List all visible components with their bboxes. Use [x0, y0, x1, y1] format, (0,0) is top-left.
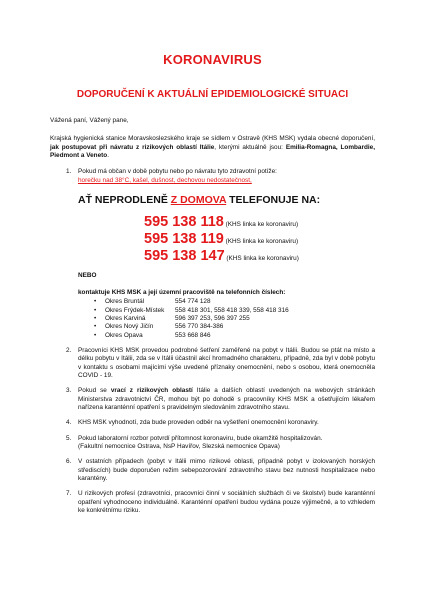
- intro-paragraph: Krajská hygienická stanice Moravskoslezského kraje se sídlem v Ostravě (KHS MSK) vydala obecné doporučení, jak postupovat při návratu z rizikových oblastí Itálie, kterými aktuálně jsou: Emilia-Romagna, Lombardie, Piedmont a Veneto.: [50, 135, 375, 159]
- page-title: KORONAVIRUS: [163, 52, 262, 67]
- phone-desc: (KHS linka ke koronaviru): [223, 220, 299, 228]
- page-subtitle: DOPORUČENÍ K AKTUÁLNÍ EPIDEMIOLOGICKÉ SITUACI: [76, 88, 349, 100]
- list-number: 3.: [66, 387, 72, 395]
- symptoms-list: horečku nad 38°C, kašel, dušnost, dechovou nedostatečnost,: [78, 176, 252, 184]
- phone-number: 595 138 147: [144, 248, 225, 265]
- list-item-3: 3. Pokud se vrací z rizikových oblastí Itálie a dalších oblastí uvedených na webových stránkách Ministerstva zdravotnictví ČR, mohou být po dohodě s pracovníky KHS MSK a ošetřujícím lékařem nařízena karanténní opatření s pravidelným sledováním zdravotního stavu.: [66, 387, 376, 411]
- phone-number: 595 138 119: [144, 230, 224, 247]
- list-item-7: 7. U rizikových profesí (zdravotníci, pracovníci činní v sociálních službách či ve školství) bude karanténní opatření vyhodnoceno individuálně. Karanténní opatření budou vydána pouze výjimečně, a to vzhledem ke konkrétnímu riziku.: [66, 490, 375, 514]
- recommendation-list: [50, 168, 375, 515]
- contacts-heading: kontaktuje KHS MSK a její územní pracoviště na telefonních číslech:: [78, 289, 286, 296]
- list-number: 7.: [66, 490, 72, 498]
- list-number: 4.: [66, 419, 72, 427]
- list-number: 2.: [66, 346, 72, 354]
- list-item-2: 2. Pracovníci KHS MSK provedou podrobné šetření zaměřené na pobyt v Itálii. Budou se ptát na místo a délku pobytu v Itálii, zda se v Itálii účastnil akcí hromadného charakteru, případně, zda byl v době pobytu v kontaktu s osobami majícími výše uvedené příznaky onemocnění, nebo s osobou, která onemocněla COVID - 19.: [66, 346, 375, 379]
- office-row: • Okres Bruntál 554 774 128: [94, 298, 211, 306]
- office-row: • Okres Karviná 596 397 253, 596 397 255: [94, 314, 250, 322]
- list-item-4: 4. KHS MSK vyhodnotí, zda bude proveden odběr na vyšetření onemocnění koronaviry.: [66, 419, 319, 427]
- list-number: 6.: [66, 458, 72, 466]
- phone-number: 595 138 118: [144, 213, 224, 230]
- or-label: NEBO: [78, 271, 97, 279]
- office-row: • Okres Nový Jičín 556 770 384-386: [94, 323, 224, 331]
- list-item-6: 6. V ostatních případech (pobyt v Itálii mimo rizikové oblasti, případně pobyt v izolovaných horských střediscích) bude doporučen režim sebepozorování zdravotního stavu bez nutnosti hospitalizace nebo karantény.: [66, 458, 375, 482]
- phone-line-1: [78, 214, 375, 231]
- list-number: 5.: [66, 434, 72, 442]
- office-list: [78, 298, 375, 340]
- phone-line-2: [78, 231, 375, 248]
- phone-line-3: [78, 248, 375, 265]
- office-row: • Okres Frýdek-Místek 558 418 301, 558 418 339, 558 418 316: [94, 306, 289, 314]
- call-heading: AŤ NEPRODLENĚ Z DOMOVA TELEFONUJE NA:: [78, 193, 321, 206]
- list-item-1: [50, 168, 375, 340]
- list-number: 1.: [66, 168, 72, 176]
- phone-desc: (KHS linka ke koronaviru): [223, 237, 299, 245]
- phone-desc: (KHS linka ke koronaviru): [224, 255, 299, 263]
- greeting: Vážená paní, Vážený pane,: [50, 116, 129, 124]
- symptoms-intro: Pokud má občan v době pobytu nebo po návratu tyto zdravotní potíže:: [78, 168, 277, 176]
- list-item-5: 5. Pokud laboratorní rozbor potvrdí přítomnost koronaviru, bude okamžitě hospitalizován. (Fakultní nemocnice Ostrava, NsP Havířov, Slezská nemocnice Opava): [66, 434, 323, 450]
- office-row: • Okres Opava 553 668 846: [94, 331, 211, 339]
